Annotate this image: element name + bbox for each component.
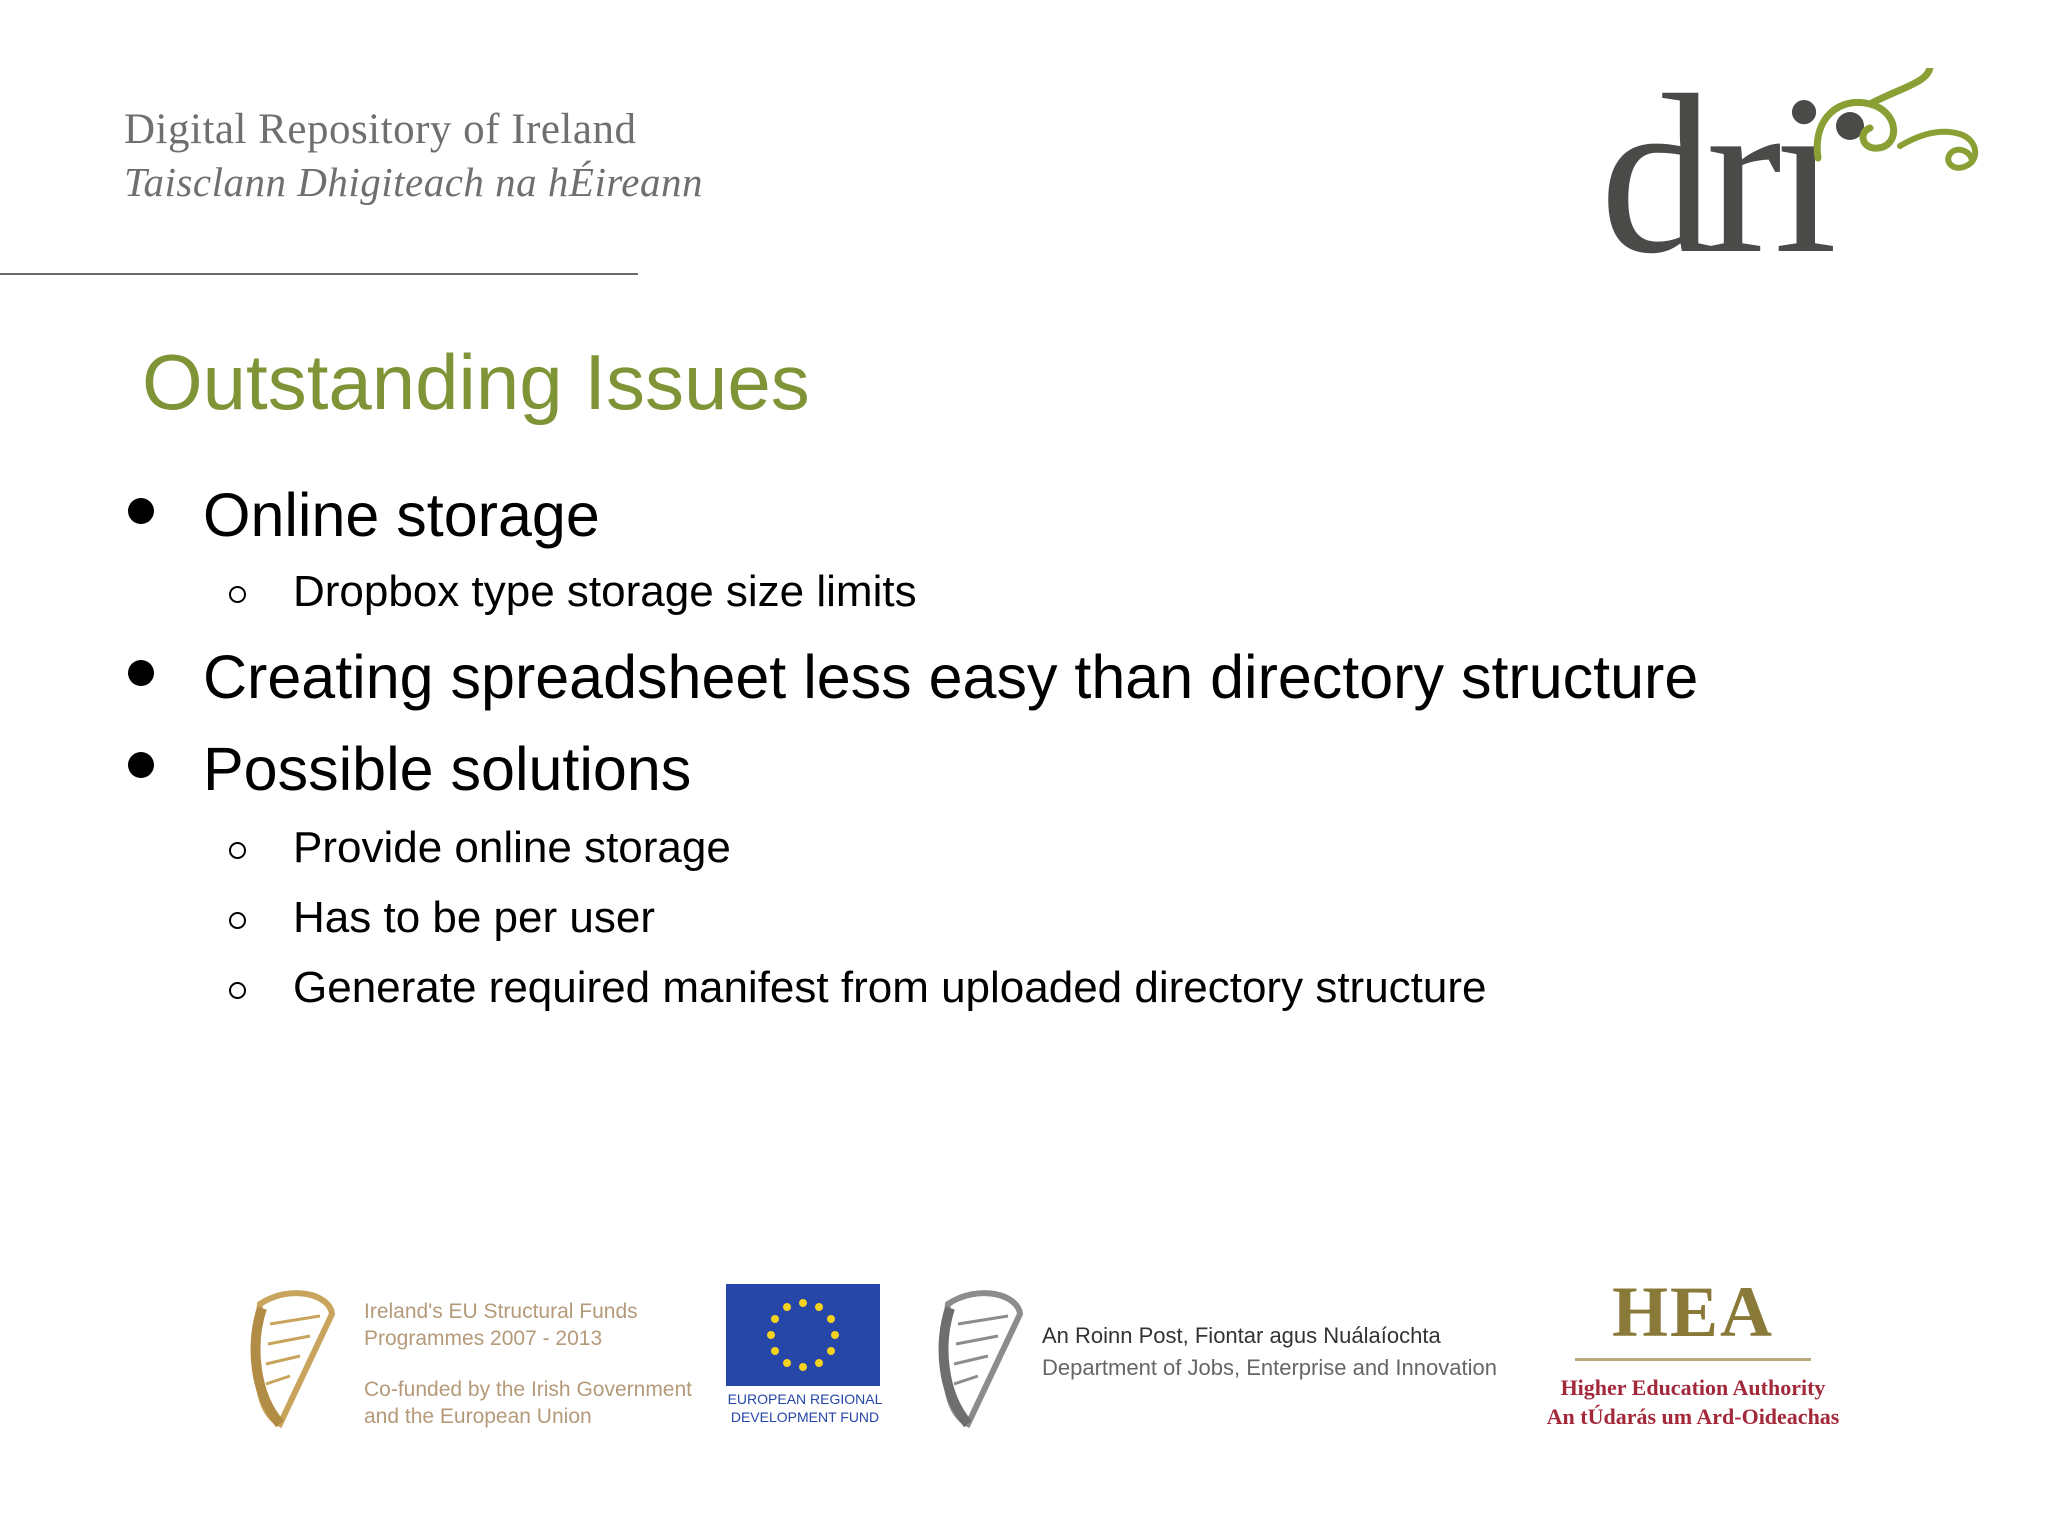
dri-logo	[1600, 49, 1990, 301]
dri-logo-flourish-icon	[1600, 49, 1990, 301]
funding-logos	[240, 1262, 1870, 1462]
bullet-dot-icon	[128, 660, 154, 686]
sub-bullet-circle-icon	[229, 982, 246, 999]
eu-caption-line: DEVELOPMENT FUND	[730, 1409, 880, 1425]
org-name-irish: Taisclann Dhigiteach na hÉireann	[124, 159, 703, 205]
bullet-text: Possible solutions	[203, 735, 692, 803]
hea-divider	[1575, 1358, 1811, 1361]
sub-bullet-text: Has to be per user	[293, 893, 655, 942]
eu-flag-icon	[726, 1284, 880, 1386]
hea-name-english: Higher Education Authority	[1560, 1375, 1826, 1400]
sub-bullet-text: Generate required manifest from uploaded directory structure	[293, 963, 1487, 1012]
bullet-dot-icon	[128, 498, 154, 524]
department-name-english: Department of Jobs, Enterprise and Innovation	[1042, 1355, 1497, 1380]
bullet-text: Online storage	[203, 481, 600, 549]
structural-funds-line: Co-funded by the Irish Government	[364, 1378, 693, 1401]
sub-bullet-circle-icon	[229, 842, 246, 859]
sub-bullet-text: Dropbox type storage size limits	[293, 567, 917, 616]
gold-harp-icon	[240, 1284, 340, 1434]
bullet-text: Creating spreadsheet less easy than directory structure	[203, 643, 1699, 711]
hea-logo	[1528, 1272, 1858, 1431]
bullet-dot-icon	[128, 752, 154, 778]
eu-caption	[722, 1390, 888, 1426]
department-name-irish: An Roinn Post, Fiontar agus Nuálaíochta	[1042, 1323, 1441, 1348]
sub-bullet-circle-icon	[229, 586, 246, 603]
org-name-english: Digital Repository of Ireland	[124, 106, 637, 153]
structural-funds-line: and the European Union	[364, 1405, 592, 1428]
hea-name-irish: An tÚdarás um Ard-Oideachas	[1546, 1404, 1840, 1429]
grey-harp-icon	[928, 1284, 1028, 1434]
sub-bullet-circle-icon	[229, 912, 246, 929]
header-divider	[0, 273, 638, 275]
department-text	[1042, 1320, 1497, 1384]
dri-logo-text: dri	[1600, 49, 1830, 301]
hea-mark: HEA	[1611, 1272, 1775, 1352]
structural-funds-text	[364, 1298, 692, 1430]
sub-bullet-text: Provide online storage	[293, 823, 731, 872]
slide-title: Outstanding Issues	[142, 338, 810, 426]
org-name-block	[124, 104, 703, 208]
structural-funds-line: Ireland's EU Structural Funds	[364, 1300, 638, 1323]
structural-funds-line: Programmes 2007 - 2013	[364, 1327, 603, 1350]
eu-caption-line: EUROPEAN REGIONAL	[727, 1391, 883, 1407]
